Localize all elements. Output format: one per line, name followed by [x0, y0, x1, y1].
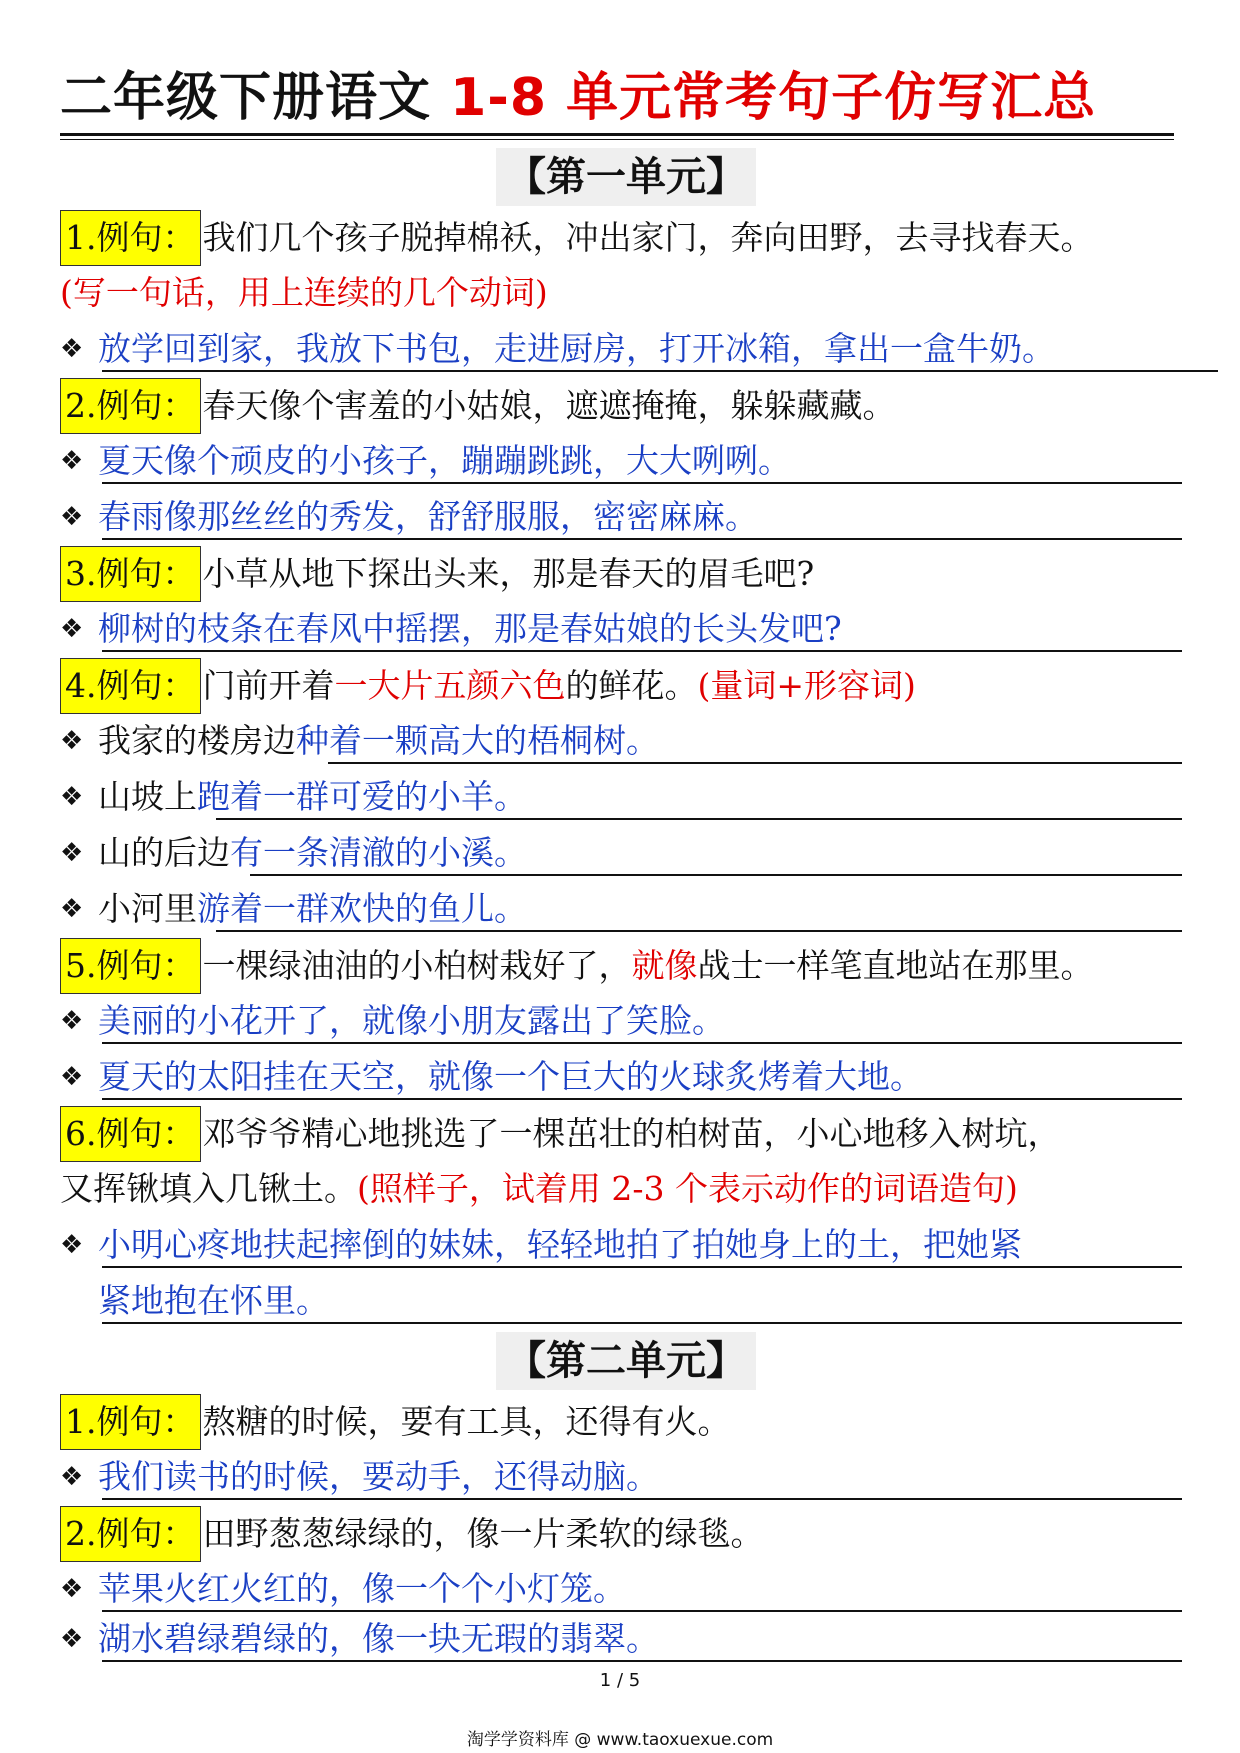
- diamond-bullet-icon: ❖: [60, 446, 84, 476]
- u2-ex2-text: 田野葱葱绿绿的，像一片柔软的绿毯。: [202, 1514, 764, 1553]
- u1-ex2-answer-row-1: [60, 436, 791, 486]
- unit2-header: 【第二单元】: [496, 1332, 756, 1390]
- u1-ex1-hint: (写一句话，用上连续的几个动词): [60, 273, 548, 312]
- diamond-bullet-icon: ❖: [60, 1574, 84, 1604]
- diamond-bullet-icon: ❖: [60, 334, 84, 364]
- u1-ex4-answer-row-1: [60, 716, 659, 766]
- u2-ex1-answer: 我们读书的时候，要动手，还得动脑。: [98, 1457, 659, 1496]
- diamond-bullet-icon: ❖: [60, 502, 84, 532]
- u1-ex5-answer-row-2: [60, 1052, 923, 1102]
- u1-ex4-text-red: 一大片五颜六色: [334, 666, 566, 705]
- u1-ex5-answer-row-1: [60, 996, 725, 1046]
- u2-ex1-row: [60, 1396, 731, 1446]
- u1-ex4-answer-1-blue: 种着一颗高大的梧桐树。: [296, 721, 659, 760]
- u1-ex4-row: [60, 660, 916, 710]
- u1-ex5-row: [60, 940, 1094, 990]
- u1-ex4-text-pre: 门前开着: [202, 666, 335, 705]
- u1-ex6-answer-row: [60, 1220, 1022, 1270]
- page-number: 1 / 5: [599, 1670, 641, 1691]
- unit1-header: 【第一单元】: [496, 148, 756, 206]
- answer-underline: [102, 650, 1182, 652]
- diamond-bullet-icon: ❖: [60, 614, 84, 644]
- diamond-bullet-icon: ❖: [60, 1462, 84, 1492]
- u1-ex2-answer-1: 夏天像个顽皮的小孩子，蹦蹦跳跳，大大咧咧。: [98, 441, 791, 480]
- answer-underline: [102, 538, 1182, 540]
- u1-ex4-answer-row-2: [60, 772, 527, 822]
- u2-ex2-label: 2.例句：: [60, 1506, 201, 1562]
- u1-ex3-answer: 柳树的枝条在春风中摇摆，那是春姑娘的长头发吧?: [98, 609, 842, 648]
- u1-ex2-row: [60, 380, 896, 430]
- u1-ex4-answer-3-pre: 山的后边: [98, 833, 230, 872]
- u1-ex2-label: 2.例句：: [60, 378, 201, 434]
- diamond-bullet-icon: ❖: [60, 1230, 84, 1260]
- u1-ex4-answer-row-4: [60, 884, 527, 934]
- u2-ex2-answer-2: 湖水碧绿碧绿的，像一块无瑕的翡翠。: [98, 1619, 659, 1658]
- page-title: [60, 66, 1180, 130]
- answer-underline: [102, 1266, 1182, 1268]
- u1-ex6-hint: (照样子，试着用 2-3 个表示动作的词语造句): [357, 1169, 1018, 1208]
- u2-ex1-text: 熬糖的时候，要有工具，还得有火。: [202, 1402, 731, 1441]
- u1-ex6-answer-row-2: [98, 1276, 329, 1326]
- u1-ex2-text: 春天像个害羞的小姑娘，遮遮掩掩，躲躲藏藏。: [202, 386, 896, 425]
- u1-ex1-text: 我们几个孩子脱掉棉袄，冲出家门，奔向田野，去寻找春天。: [202, 218, 1094, 257]
- u1-ex2-answer-row-2: [60, 492, 758, 542]
- site-footer: 淘学学资料库 @ www.taoxuexue.com: [466, 1730, 774, 1750]
- u1-ex4-answer-2-blue: 跑着一群可爱的小羊。: [197, 777, 527, 816]
- diamond-bullet-icon: ❖: [60, 838, 84, 868]
- u1-ex1-row: [60, 212, 1094, 262]
- diamond-bullet-icon: ❖: [60, 1062, 84, 1092]
- title-red: 1-8 单元常考句子仿写汇总: [450, 68, 1097, 128]
- u1-ex4-answer-row-3: [60, 828, 527, 878]
- title-black: 二年级下册语文: [60, 68, 432, 128]
- u1-ex6-answer-2: 紧地抱在怀里。: [98, 1281, 329, 1320]
- answer-underline: [102, 1098, 1182, 1100]
- u1-ex4-answer-4-pre: 小河里: [98, 889, 197, 928]
- u1-ex6-label: 6.例句：: [60, 1106, 201, 1162]
- answer-underline: [328, 762, 1182, 764]
- u1-ex4-answer-1-pre: 我家的楼房边: [98, 721, 296, 760]
- u1-ex4-answer-3-blue: 有一条清澈的小溪。: [230, 833, 527, 872]
- u1-ex4-answer-4-blue: 游着一群欢快的鱼儿。: [197, 889, 527, 928]
- u1-ex1-label: 1.例句：: [60, 210, 201, 266]
- u1-ex6-text2: 又挥锹填入几锹土。: [60, 1169, 357, 1208]
- u2-ex2-answer-1: 苹果火红火红的，像一个个小灯笼。: [98, 1569, 626, 1608]
- u1-ex5-text-red: 就像: [631, 946, 698, 985]
- u1-ex5-answer-1: 美丽的小花开了，就像小朋友露出了笑脸。: [98, 1001, 725, 1040]
- answer-underline: [102, 1042, 1182, 1044]
- u1-ex3-row: [60, 548, 814, 598]
- u1-ex3-label: 3.例句：: [60, 546, 201, 602]
- diamond-bullet-icon: ❖: [60, 894, 84, 924]
- answer-underline: [250, 874, 1182, 876]
- u1-ex5-answer-2: 夏天的太阳挂在天空，就像一个巨大的火球炙烤着大地。: [98, 1057, 923, 1096]
- answer-underline: [102, 1610, 1182, 1612]
- u2-ex2-row: [60, 1508, 764, 1558]
- u2-ex1-answer-row: [60, 1452, 659, 1502]
- u1-ex1-answer: 放学回到家，我放下书包，走进厨房，打开冰箱，拿出一盒牛奶。: [98, 329, 1055, 368]
- u1-ex4-answer-2-pre: 山坡上: [98, 777, 197, 816]
- u1-ex1-answer-row: [60, 324, 1055, 374]
- answer-underline: [216, 930, 1182, 932]
- answer-underline: [102, 370, 1218, 372]
- u1-ex5-label: 5.例句：: [60, 938, 201, 994]
- u1-ex4-label: 4.例句：: [60, 658, 201, 714]
- u1-ex6-row-2: [60, 1164, 1018, 1214]
- u1-ex6-row: [60, 1108, 1061, 1158]
- u1-ex4-text-post: 的鲜花。: [565, 666, 698, 705]
- u1-ex3-answer-row: [60, 604, 842, 654]
- diamond-bullet-icon: ❖: [60, 1624, 84, 1654]
- u2-ex2-answer-row-2: [60, 1614, 659, 1664]
- answer-underline: [102, 1322, 1182, 1324]
- u1-ex6-answer-1: 小明心疼地扶起摔倒的妹妹，轻轻地拍了拍她身上的土，把她紧: [98, 1225, 1022, 1264]
- u1-ex6-text1: 邓爷爷精心地挑选了一棵茁壮的柏树苗，小心地移入树坑，: [202, 1114, 1061, 1153]
- u1-ex3-text: 小草从地下探出头来，那是春天的眉毛吧?: [202, 554, 815, 593]
- diamond-bullet-icon: ❖: [60, 1006, 84, 1036]
- u2-ex1-label: 1.例句：: [60, 1394, 201, 1450]
- title-rule-thin: [60, 139, 1174, 140]
- u1-ex2-answer-2: 春雨像那丝丝的秀发，舒舒服服，密密麻麻。: [98, 497, 758, 536]
- answer-underline: [216, 818, 1182, 820]
- u2-ex2-answer-row-1: [60, 1564, 626, 1614]
- diamond-bullet-icon: ❖: [60, 782, 84, 812]
- u1-ex5-text-post: 战士一样笔直地站在那里。: [697, 946, 1094, 985]
- diamond-bullet-icon: ❖: [60, 726, 84, 756]
- answer-underline: [102, 1498, 1182, 1500]
- title-rule-thick: [60, 133, 1174, 136]
- u1-ex4-hint: (量词+形容词): [697, 666, 916, 705]
- answer-underline: [102, 1660, 1182, 1662]
- u1-ex5-text-pre: 一棵绿油油的小柏树栽好了，: [202, 946, 632, 985]
- answer-underline: [102, 482, 1182, 484]
